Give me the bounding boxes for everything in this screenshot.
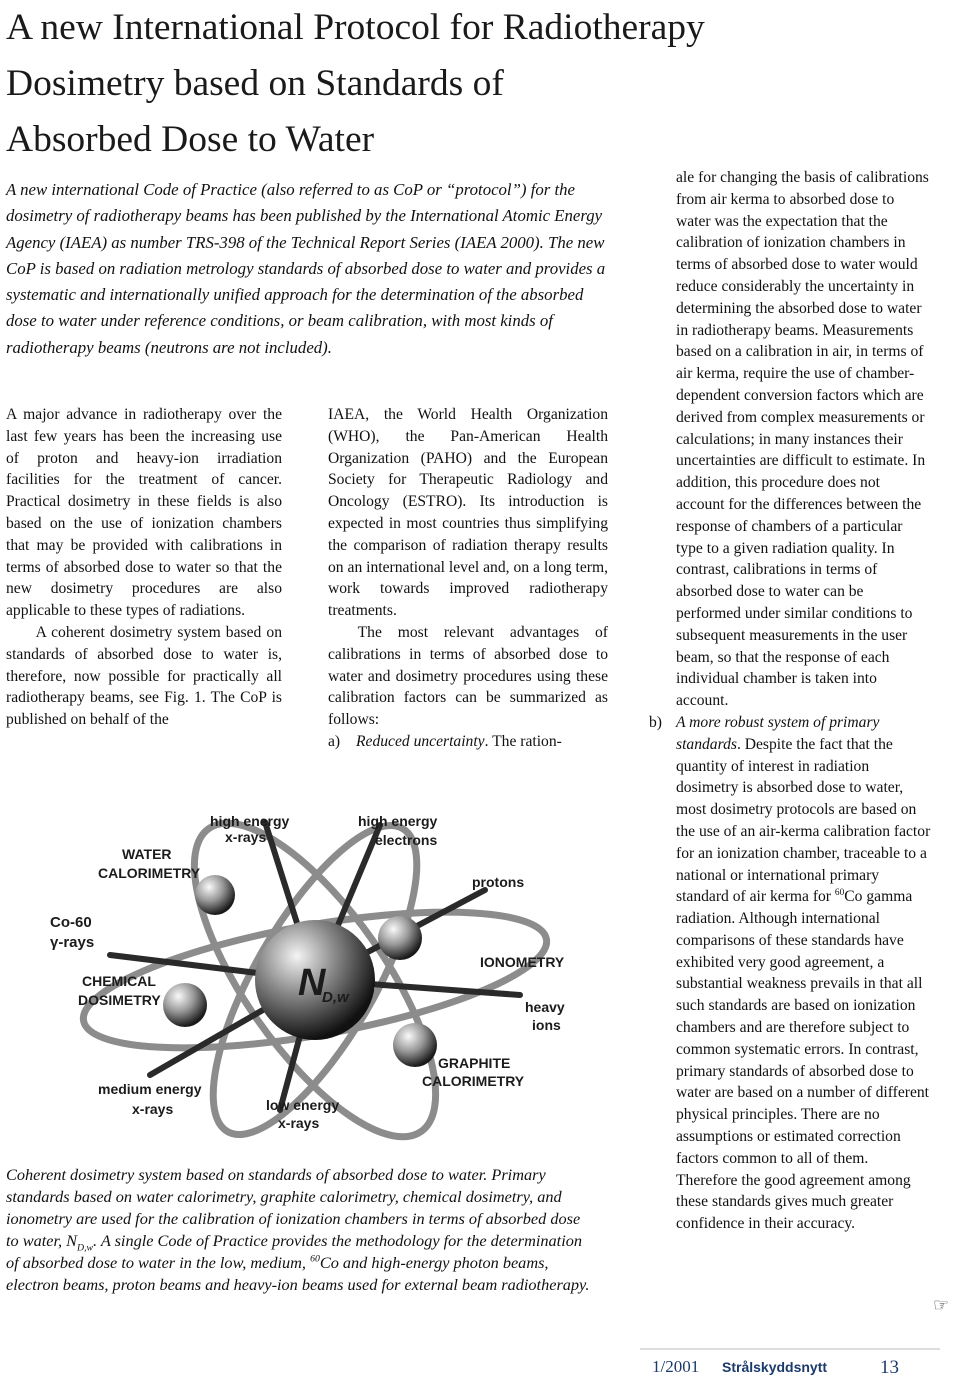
item-a-body [356, 731, 562, 753]
label-high-energy-xrays-1: high energy [210, 813, 290, 829]
label-graphite-calorimetry-2: CALORIMETRY [422, 1073, 525, 1089]
item-a-label: a) [328, 732, 341, 750]
caption-text-1: Coherent dosimetry system based on standards of absorbed dose to water. Primary standards based on water calorimetry, graphite calorimetry, chemical dosimetry, and ionometry are used for the calibration of ionization chambers in terms of absorbed dose to water, N [6, 1165, 581, 1250]
footer-issue: 1/2001 [652, 1357, 700, 1376]
page-footer [640, 1348, 940, 1378]
footer-journal: Strålskyddsnytt [722, 1359, 828, 1375]
label-heavy-ions-2: ions [532, 1017, 561, 1033]
label-protons: protons [472, 874, 525, 890]
label-low-energy-xrays-1: low energy [266, 1097, 340, 1113]
col3-paragraph-1: ale for changing the basis of calibrations from air kerma to absorbed dose to water was the expectation that the calibration of ionization chambers in terms of absorbed dose to water would reduce considerably the uncertainty in determining the absorbed dose to water in radiotherapy beams. Measurements based on a calibration in air, in terms of air kerma, require the use of chamber-dependent conversion factors which are derived from complex measurements or calculations; in many instances their uncertainties are difficult to estimate. In addition, this procedure does not account for the differences between the response of chambers of a particular type to a given radiation quality. In contrast, calibrations in terms of absorbed dose to water can be performed under similar conditions to subsequent measurements in the user beam, so that the response of each individual chamber is taken into account. [676, 169, 929, 710]
pointing-hand-icon: ☞ [933, 1295, 950, 1316]
center-symbol: N [298, 962, 326, 1004]
label-graphite-calorimetry-1: GRAPHITE [438, 1055, 511, 1071]
caption-text-3: Co and high-energy photon beams, electron beams, proton beams and heavy-ion beams used for external beam radiotherapy. [6, 1253, 590, 1294]
sphere-chemical-dosimetry [163, 983, 207, 1027]
label-water-calorimetry-2: CALORIMETRY [98, 865, 201, 881]
label-co60-1: Co-60 [50, 914, 92, 931]
column-3 [649, 167, 932, 1235]
lead-paragraph: A new international Code of Practice (also referred to as CoP or “protocol”) for the dosimetry of radiotherapy beams has been published by the International Atomic Energy Agency (IAEA) as number TRS-398 of the Technical Report Series (IAEA 2000). The new CoP is based on radiation metrology standards of absorbed dose to water and provides a systematic and internationally unified approach for the determination of the absorbed dose to water under reference conditions, or beam calibration, with most kinds of radiotherapy beams (neutrons are not included). [6, 180, 606, 357]
dosimetry-system-figure [40, 790, 600, 1150]
article-title [6, 0, 906, 168]
label-co60-2: γ-rays [50, 934, 95, 951]
item-b-label: b) [649, 713, 662, 731]
item-a-title: Reduced uncertainty [356, 732, 485, 750]
footer-page-number: 13 [880, 1357, 899, 1378]
label-medium-energy-xrays-2: x-rays [132, 1101, 174, 1117]
item-b-superscript: 60 [834, 888, 845, 899]
label-high-energy-electrons-1: high energy [358, 813, 438, 829]
item-a-text: . The ration- [484, 732, 562, 750]
column-2 [328, 404, 608, 753]
title-line-3: Absorbed Dose to Water [6, 119, 375, 160]
title-line-2: Dosimetry based on Standards of [6, 63, 504, 104]
label-high-energy-xrays-2: x-rays [225, 829, 267, 845]
sphere-ionometry [378, 916, 422, 960]
item-b-body [676, 712, 932, 1235]
label-chemical-dosimetry-2: DOSIMETRY [78, 992, 161, 1008]
col1-paragraph-2: A coherent dosimetry system based on standards of absorbed dose to water is, therefore, now possible for practically all radiotherapy beams, see Fig. 1. The CoP is published on behalf of the [6, 623, 282, 729]
label-ionometry: IONOMETRY [480, 954, 565, 970]
caption-subscript: D,w [77, 1242, 94, 1254]
title-line-1: A new International Protocol for Radiotherapy [6, 7, 705, 48]
item-b-title: A more robust system of primary standards [676, 713, 880, 753]
label-chemical-dosimetry-1: CHEMICAL [82, 973, 156, 989]
figure-caption [6, 1164, 594, 1296]
advantage-item-a [328, 731, 608, 753]
column-1 [6, 404, 282, 731]
item-b-text-1: . Despite the fact that the quantity of interest in radiation dosimetry is absorbed dose to water, most dosimetry protocols are based on the use of an air-kerma calibration factor for an ionization chamber, traceable to a national or international primary standard of air kerma for [676, 735, 931, 906]
item-b-text-2: Co gamma radiation. Although international comparisons of these standards have exhibited very good agreement, a substantial weakness prevails in that all such standards are based on ionization chambers and are therefore subject to common systematic errors. In contrast, primary standards of absorbed dose to water are based on a number of different physical principles. There are no assumptions or estimated correction factors common to all of them. Therefore the good agreement among these standards gives much greater confidence in their accuracy. [676, 888, 929, 1233]
sphere-graphite-calorimetry [393, 1023, 437, 1067]
caption-text-2: . A single Code of Practice provides the methodology for the determination of absorbed dose to water in the low, medium, [6, 1231, 582, 1272]
center-subscript: D,w [322, 989, 349, 1006]
label-water-calorimetry-1: WATER [122, 846, 172, 862]
col1-paragraph-1: A major advance in radiotherapy over the last few years has been the increasing use of proton and heavy-ion irradiation facilities for the treatment of cancer. Practical dosimetry in these fields is also based on the use of ionization chambers that may be provided with calibrations in terms of absorbed dose to water so that the new dosimetry procedures are also applicable to these types of radiations. [6, 406, 282, 620]
advantage-item-b [649, 712, 932, 1235]
label-heavy-ions-1: heavy [525, 999, 565, 1015]
label-high-energy-electrons-2: electrons [375, 832, 438, 848]
col2-paragraph-2: The most relevant advantages of calibrations in terms of absorbed dose to water and dosimetry procedures using these calibration factors can be summarized as follows: [328, 623, 608, 729]
caption-superscript: 60 [310, 1253, 320, 1265]
col2-paragraph-1: IAEA, the World Health Organization (WHO), the Pan-American Health Organization (PAHO) and the European Society for Therapeutic Radiology and Oncology (ESTRO). Its introduction is expected in most countries thus simplifying the comparison of radiation therapy results on an international level and, on a long term, work towards improved radiotherapy treatments. [328, 406, 608, 620]
label-low-energy-xrays-2: x-rays [278, 1115, 320, 1131]
label-medium-energy-xrays-1: medium energy [98, 1081, 202, 1097]
sphere-water-calorimetry [195, 875, 235, 915]
